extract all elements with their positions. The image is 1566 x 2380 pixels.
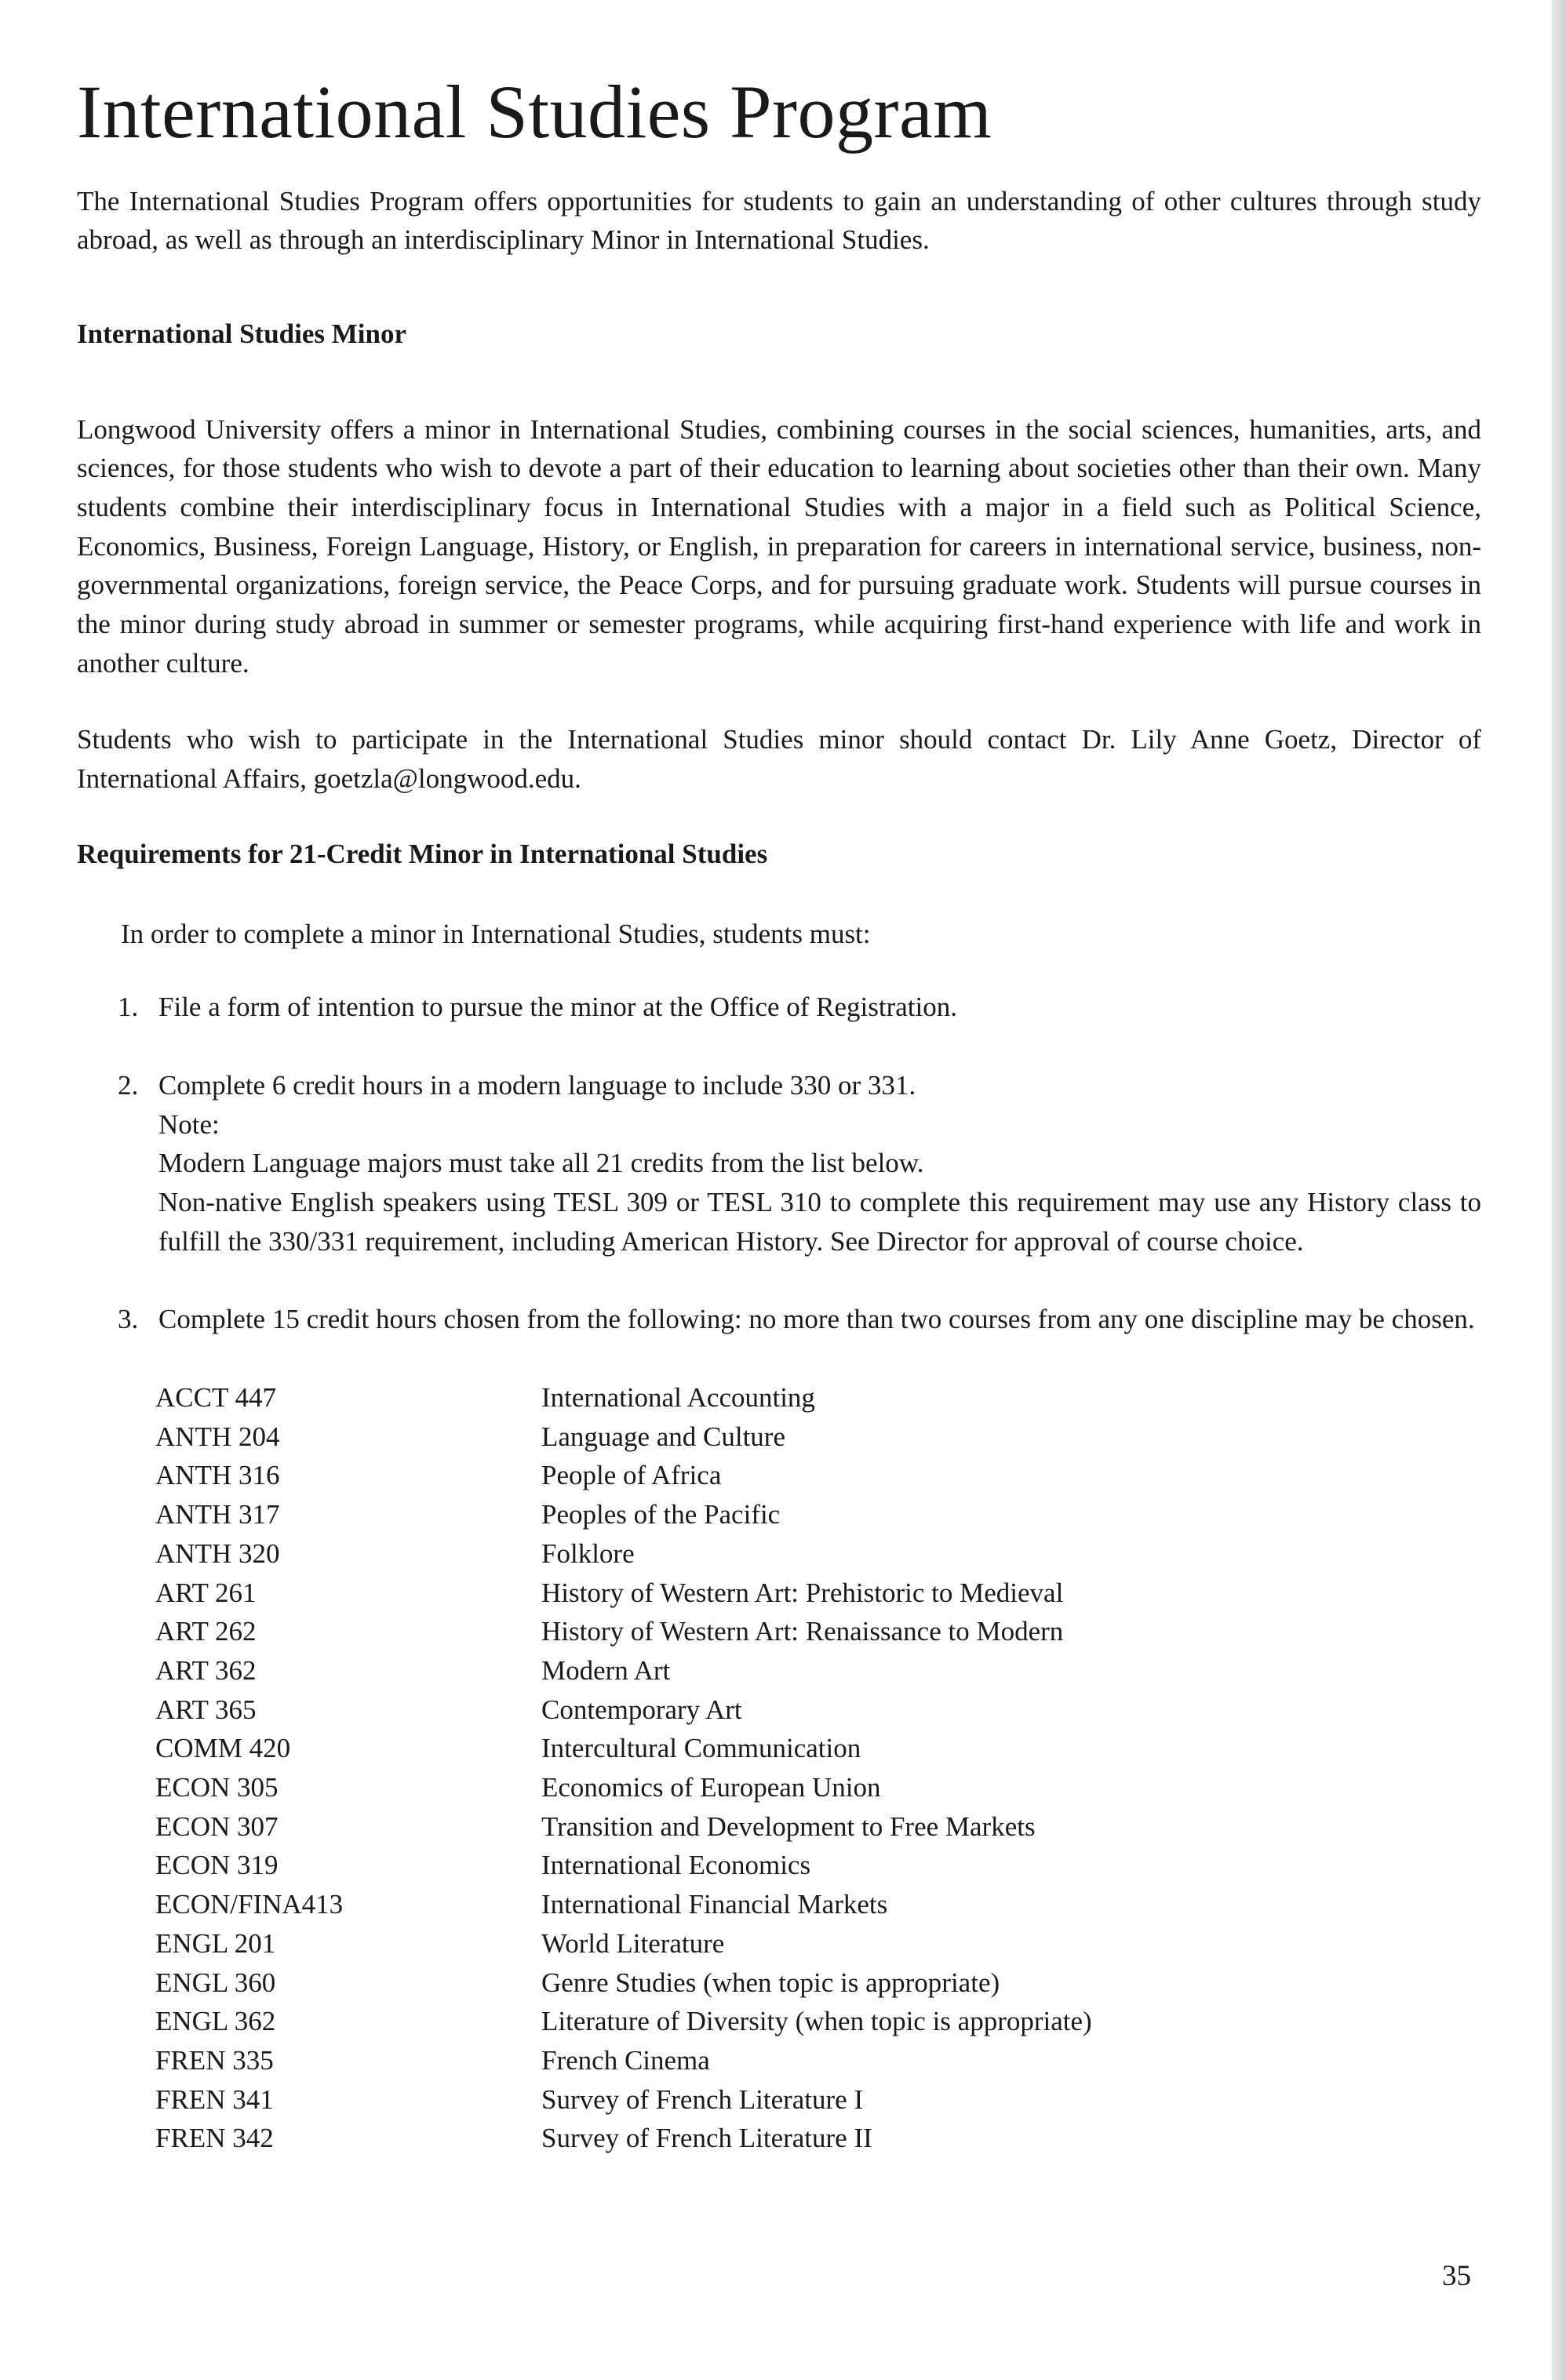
course-row xyxy=(155,1456,1092,1495)
page-number: 35 xyxy=(1442,2260,1471,2292)
course-title: Transition and Development to Free Markets xyxy=(541,1810,1036,1842)
course-code: FREN 342 xyxy=(155,2123,274,2154)
course-code: ECON/FINA413 xyxy=(155,1889,344,1920)
requirement-text: File a form of intention to pursue the minor at the Office of Registration. xyxy=(158,992,958,1023)
course-title: Survey of French Literature II xyxy=(541,2123,872,2154)
course-title: Contemporary Art xyxy=(541,1694,742,1725)
course-code: ANTH 316 xyxy=(155,1460,280,1491)
course-code: ECON 319 xyxy=(155,1850,279,1881)
course-title: People of Africa xyxy=(541,1460,722,1491)
requirements-heading: Requirements for 21-Credit Minor in International Studies xyxy=(77,838,768,869)
course-table xyxy=(155,1378,1092,2158)
course-title: Literature of Diversity (when topic is appropriate) xyxy=(541,2006,1092,2037)
course-title: Folklore xyxy=(541,1538,635,1569)
requirement-text: Complete 6 credit hours in a modern language to include 330 or 331. xyxy=(158,1069,916,1101)
minor-heading: International Studies Minor xyxy=(77,318,407,349)
requirement-number: 3. xyxy=(118,1304,139,1335)
requirement-item xyxy=(77,988,1481,1027)
course-code: ART 261 xyxy=(155,1577,257,1608)
course-code: ANTH 317 xyxy=(155,1499,280,1530)
course-code: ECON 305 xyxy=(155,1772,279,1803)
course-row xyxy=(155,1807,1092,1847)
requirement-number: 2. xyxy=(118,1069,139,1101)
course-row xyxy=(155,1417,1092,1457)
course-row xyxy=(155,2080,1092,2120)
requirement-item xyxy=(77,1066,1481,1261)
course-title: World Literature xyxy=(541,1927,725,1959)
course-title: Survey of French Literature I xyxy=(541,2083,864,2115)
course-row xyxy=(155,1768,1092,1807)
course-code: ART 262 xyxy=(155,1616,257,1647)
course-code: ANTH 204 xyxy=(155,1421,280,1452)
page-edge xyxy=(1552,0,1566,2380)
course-title: History of Western Art: Prehistoric to Medieval xyxy=(541,1577,1064,1608)
course-row xyxy=(155,1846,1092,1885)
course-row xyxy=(155,1612,1092,1651)
course-row xyxy=(155,1495,1092,1534)
course-title: Peoples of the Pacific xyxy=(541,1499,781,1530)
course-code: ECON 307 xyxy=(155,1810,279,1842)
requirement-item xyxy=(77,1300,1481,1339)
course-title: International Accounting xyxy=(541,1382,815,1414)
requirement-number: 1. xyxy=(118,992,139,1023)
course-row xyxy=(155,1924,1092,1963)
course-title: French Cinema xyxy=(541,2044,710,2076)
requirements-list xyxy=(77,988,1481,1339)
course-code: ENGL 360 xyxy=(155,1967,276,1998)
course-title: History of Western Art: Renaissance to Modern xyxy=(541,1616,1064,1647)
course-row xyxy=(155,1729,1092,1768)
minor-contact: Students who wish to participate in the International Studies minor should contact Dr. Lily Anne Goetz, Director of International Affairs, goetzla@longwood.edu. xyxy=(77,724,1481,795)
course-title: International Economics xyxy=(541,1850,811,1881)
course-row xyxy=(155,1574,1092,1613)
course-code: ENGL 201 xyxy=(155,1927,276,1959)
requirement-note: Non-native English speakers using TESL 309 or TESL 310 to complete this requirement may use any History class to fulfill the 330/331 requirement, including American History. See Director for approval of course choice. xyxy=(158,1186,1481,1257)
course-title: Genre Studies (when topic is appropriate) xyxy=(541,1967,1000,1998)
course-code: FREN 335 xyxy=(155,2044,274,2076)
course-code: FREN 341 xyxy=(155,2083,274,2115)
course-code: COMM 420 xyxy=(155,1733,291,1764)
course-row xyxy=(155,1885,1092,1924)
course-row xyxy=(155,2002,1092,2041)
course-row xyxy=(155,1378,1092,1417)
course-title: Language and Culture xyxy=(541,1421,786,1452)
page-title: International Studies Program xyxy=(77,70,992,154)
requirements-intro: In order to complete a minor in International Studies, students must: xyxy=(121,918,871,949)
course-row xyxy=(155,1690,1092,1730)
course-code: ACCT 447 xyxy=(155,1382,276,1414)
course-code: ART 362 xyxy=(155,1654,257,1686)
requirement-text: Complete 15 credit hours chosen from the following: no more than two courses from any one discipline may be chosen. xyxy=(158,1304,1475,1335)
course-title: Economics of European Union xyxy=(541,1772,881,1803)
course-title: Intercultural Communication xyxy=(541,1733,861,1764)
minor-description: Longwood University offers a minor in International Studies, combining courses in the social sciences, humanities, arts, and sciences, for those students who wish to devote a part of their education to learning about societies other than their own. Many students combine their interdisciplinary focus in International Studies with a major in a field such as Political Science, Economics, Business, Foreign Language, History, or English, in preparation for careers in international service, business, non-governmental organizations, foreign service, the Peace Corps, and for pursuing graduate work. Students will pursue courses in the minor during study abroad in summer or semester programs, while acquiring first-hand experience with life and work in another culture. xyxy=(77,413,1481,679)
course-code: ANTH 320 xyxy=(155,1538,280,1569)
course-title: Modern Art xyxy=(541,1654,671,1686)
document-body xyxy=(77,71,1481,2158)
requirement-note-label: Note: xyxy=(158,1108,220,1140)
course-title: International Financial Markets xyxy=(541,1889,888,1920)
course-row xyxy=(155,1963,1092,2003)
course-row xyxy=(155,2119,1092,2158)
course-row xyxy=(155,2041,1092,2080)
course-code: ENGL 362 xyxy=(155,2006,276,2037)
intro-paragraph: The International Studies Program offers opportunities for students to gain an understanding of other cultures through study abroad, as well as through an interdisciplinary Minor in International Studies. xyxy=(77,185,1481,256)
course-row xyxy=(155,1534,1092,1574)
course-code: ART 365 xyxy=(155,1694,257,1725)
course-row xyxy=(155,1651,1092,1690)
requirement-note: Modern Language majors must take all 21 credits from the list below. xyxy=(158,1148,924,1179)
